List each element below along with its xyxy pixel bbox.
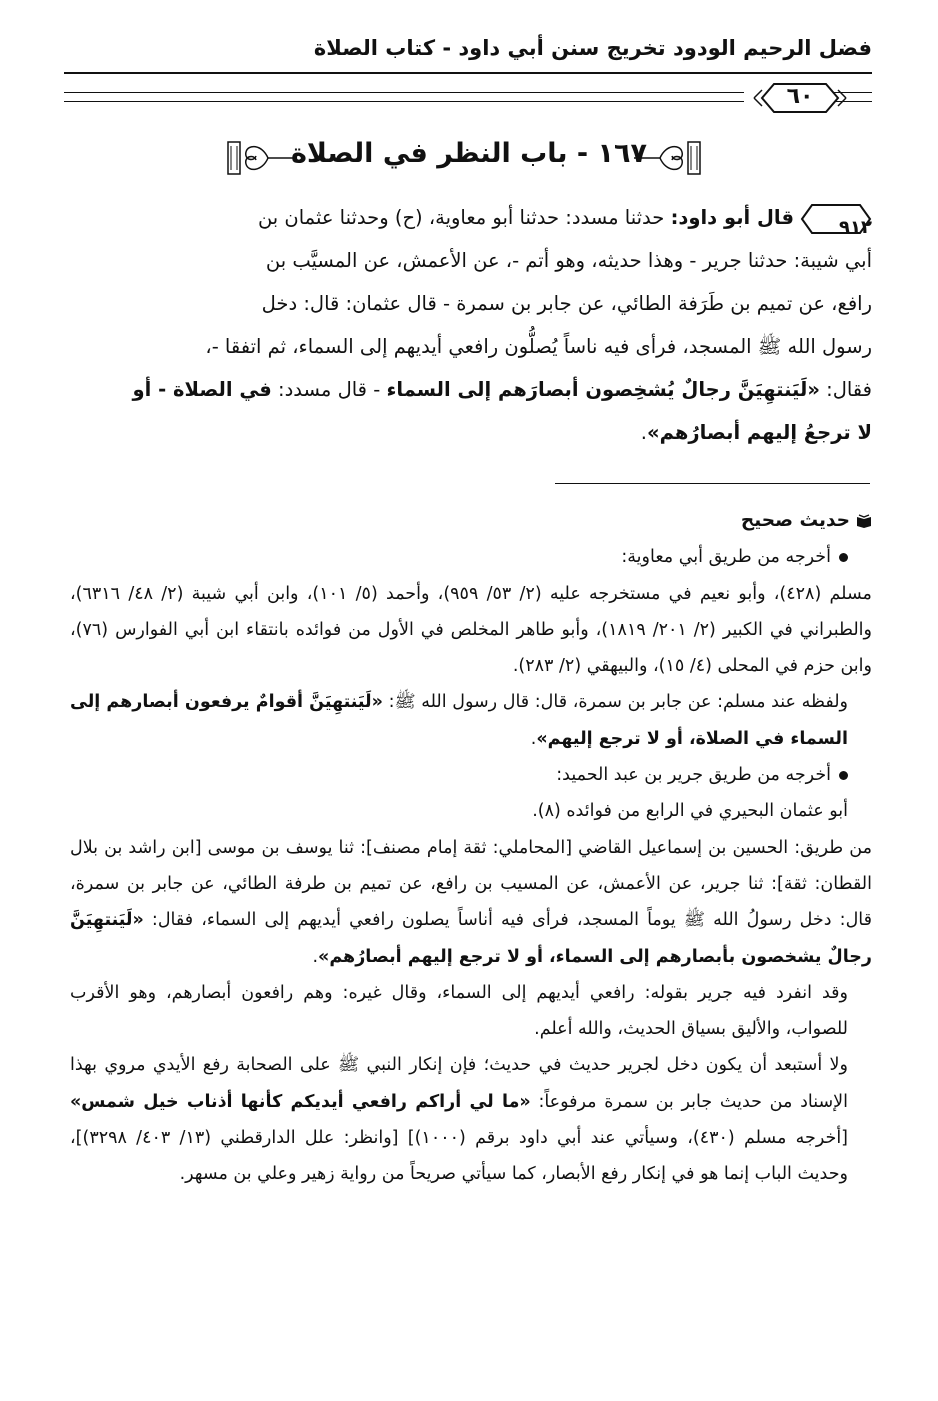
commentary-text: ولا أستبعد أن يكون دخل لجرير حديث في حديث؛ فإن إنكار النبي ﷺ على الصحابة رفع الأيدي مروي بهذا الإسناد من حديث جابر بن سمرة مرفوعاً: — [70, 1055, 848, 1112]
hadith-line — [70, 411, 872, 454]
header-title: فضل الرحيم الودود تخريج سنن أبي داود - كتاب الصلاة — [313, 36, 872, 60]
prophetic-saying: لا ترجعُ إليهم أبصارُهم» — [646, 421, 872, 444]
hadith-line: رافع، عن تميم بن طَرَفة الطائي، عن جابر بن سمرة - قال عثمان: قال: دخل — [261, 292, 872, 315]
commentary-text: أخرجه من طريق جرير بن عبد الحميد: — [556, 765, 831, 786]
header-rule — [64, 72, 872, 74]
commentary-paragraph: مسلم (٤٢٨)، وأبو نعيم في مستخرجه عليه (٢/ ٥٣/ ٩٥٩)، وأحمد (٥/ ١٠١)، وابن أبي شيبة (٢/ ٤٨/ ٦٣١٦)، والطبراني في الكبير (٢/ ٢٠١/ ١٨١٩)، وأبو طاهر المخلص في الأول من فوائده بانتقاء ابن أبي الفوارس (٧٦)، وابن حزم في المحلى (٤/ ١٥)، والبيهقي (٢/ ٢٨٣). — [70, 583, 872, 677]
commentary-text: أخرجه من طريق أبي معاوية: — [621, 547, 831, 568]
hadith-number: ٩١٢ — [839, 216, 872, 238]
section-separator — [555, 483, 870, 484]
narrator-intro: قال أبو داود: — [670, 206, 794, 229]
prophetic-saying: «ما لي أراكم رافعي أيديكم كأنها أذناب خيل شمس» — [70, 1091, 531, 1112]
hadith-text — [70, 196, 872, 454]
commentary-paragraph — [70, 757, 872, 793]
commentary — [70, 503, 872, 1193]
commentary-paragraph: ولفظه عند مسلم: عن جابر بن سمرة، قال: قال رسول الله ﷺ: «لَيَنتهِيَنَّ أقوامٌ يرفعون أبصارهم إلى السماء في الصلاة، أو لا ترجع إليهم». — [70, 692, 848, 749]
prophetic-saying: «لَيَنتهِيَنَّ أقوامٌ يرفعون أبصارهم إلى السماء في الصلاة، أو لا ترجع إليهم» — [70, 692, 848, 749]
prophetic-saying: في الصلاة - أو — [132, 378, 272, 401]
commentary-paragraph: من طريق: الحسين بن إسماعيل القاضي [المحاملي: ثقة إمام مصنف]: ثنا يوسف بن موسى [ابن راشد بن بلال القطان: ثقة]: ثنا جرير، عن الأعمش، عن المسيب بن رافع، عن تميم بن طرفة الطائي، عن جابر بن سمرة، قال: دخل رسولُ الله ﷺ يوماً المسجد، فرأى فيه أناساً يصلون رافعي أيديهم إلى السماء، فقال: «لَيَنتهِيَنَّ رجالٌ يشخصون بأبصارهم إلى السماء، أو لا ترجع إليهم أبصارُهم». — [70, 837, 872, 967]
header-double-line-left — [64, 92, 744, 102]
commentary-text: ولفظه عند مسلم: عن جابر بن سمرة، قال: قال رسول الله ﷺ: — [388, 692, 848, 713]
commentary-text: [أخرجه مسلم (٤٣٠)، وسيأتي عند أبي داود برقم (١٠٠٠)] [وانظر: علل الدارقطني (١٣/ ٤٠٣/ ٣٢٩٨)]، وحديث الباب إنما هو في إنكار رفع الأبصار، كما سيأتي صريحاً من رواية زهير وعلي بن مسهر. — [70, 1128, 849, 1185]
commentary-paragraph — [70, 539, 872, 575]
hadith-number-badge — [800, 202, 872, 236]
bullet-icon — [839, 553, 848, 562]
hadith-line: أبي شيبة: حدثنا جرير - وهذا حديثه، وهو أتم -، عن الأعمش، عن المسيَّب بن — [265, 249, 872, 272]
hadith-line-text: فقال: — [819, 378, 872, 401]
hadith-line-text: . — [640, 421, 647, 444]
bullet-icon — [839, 771, 848, 780]
running-header — [64, 30, 872, 109]
page-number: ٦٠ — [786, 84, 814, 109]
commentary-paragraph: أبو عثمان البحيري في الرابع من فوائده (٨). — [532, 801, 848, 822]
commentary-paragraph — [70, 1047, 872, 1192]
hadith-line — [70, 196, 872, 239]
hadith-line — [70, 368, 872, 411]
prophetic-saying: «لَيَنتهِيَنَّ رجالٌ يُشخِصون أبصارَهم إلى السماء — [386, 378, 820, 401]
grade-line — [70, 503, 872, 539]
chapter-title: ١٦٧ - باب النظر في الصلاة — [290, 138, 647, 169]
ornament-left-icon — [226, 138, 298, 178]
chapter-heading — [0, 132, 938, 186]
hadith-grade: حديث صحيح — [740, 510, 850, 531]
commentary-text: من طريق: الحسين بن إسماعيل القاضي [المحاملي: ثقة إمام مصنف]: ثنا يوسف بن موسى [ابن راشد بن بلال القطان: ثقة]: ثنا جرير، عن الأعمش، عن المسيب بن رافع، عن تميم بن طرفة الطائي، عن جابر بن سمرة، قال: دخل رسولُ الله ﷺ يوماً المسجد، فرأى فيه أناساً يصلون رافعي أيديهم إلى السماء، فقال: — [70, 837, 872, 931]
prophetic-saying: «لَيَنتهِيَنَّ رجالٌ يشخصون بأبصارهم إلى السماء، أو لا ترجع إليهم أبصارُهم» — [70, 910, 872, 967]
hadith-line-text: - قال مسدد: — [271, 378, 387, 401]
hadith-line-text: حدثنا مسدد: حدثنا أبو معاوية، (ح) وحدثنا عثمان بن — [257, 206, 671, 229]
hadith-line: رسول الله ﷺ المسجد، فرأى فيه ناساً يُصلُّون رافعي أيديهم إلى السماء، ثم اتفقا -، — [205, 335, 872, 358]
commentary-paragraph: وقد انفرد فيه جرير بقوله: رافعي أيديهم إلى السماء، وقال غيره: وهم رافعون أبصارهم، وهو الأقرب للصواب، والأليق بسياق الحديث، والله أعلم. — [70, 982, 848, 1040]
book-icon — [856, 514, 872, 528]
